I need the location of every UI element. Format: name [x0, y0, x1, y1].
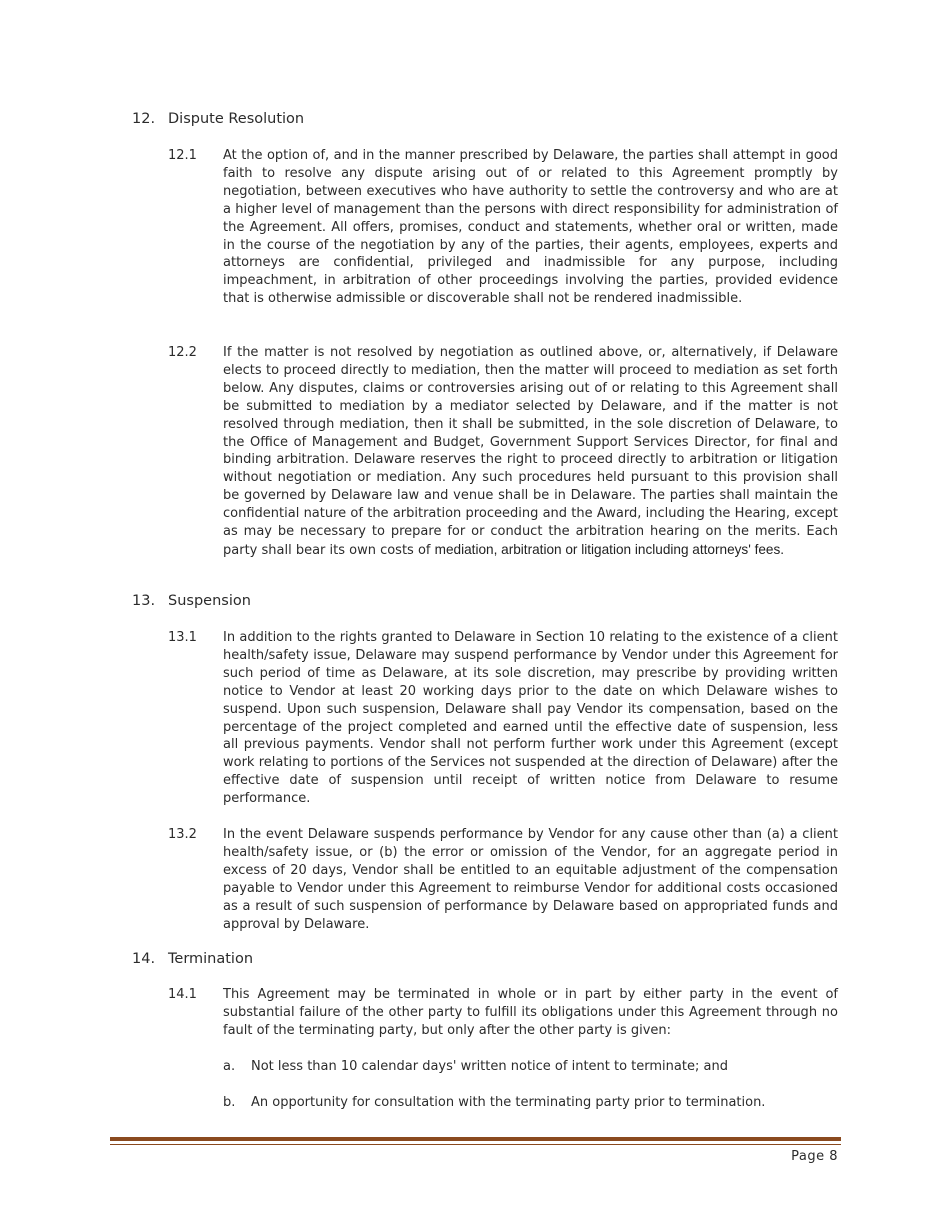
- section-number: 12.: [132, 111, 156, 127]
- section-title: Suspension: [168, 593, 251, 609]
- paragraph-text: At the option of, and in the manner prescribed by Delaware, the parties shall attempt in good faith to resolve any dispute arising out of or related to this Agreement promptly by negotiation, between executives who have authority to settle the controversy and who are at a higher level of management than the persons with direct responsibility for administration of the Agreement. All offers, promises, conduct and statements, whether oral or written, made in the course of the negotiation by any of the parties, their agents, employees, experts and attorneys are confidential, privileged and inadmissible for any purpose, including impeachment, in arbitration of other proceedings involving the parties, provided evidence that is otherwise admissible or discoverable shall not be rendered inadmissible.: [223, 148, 838, 307]
- section-number: 14.: [132, 951, 156, 967]
- paragraph-12-2: [168, 344, 838, 560]
- paragraph-text-tail: mediation, arbitration or litigation including attorneys' fees.: [434, 541, 785, 557]
- paragraph-text: In addition to the rights granted to Delaware in Section 10 relating to the existence of a client health/safety issue, Delaware may suspend performance by Vendor under this Agreement for such period of time as Delaware, at its sole discretion, may prescribe by providing written notice to Vendor at least 20 working days prior to the date on which Delaware wishes to suspend. Upon such suspension, Delaware shall pay Vendor its compensation, based on the percentage of the project completed and earned until the effective date of suspension, less all previous payments. Vendor shall not perform further work under this Agreement (except work relating to portions of the Services not suspended at the direction of Delaware) after the effective date of suspension until receipt of written notice from Delaware to resume performance.: [223, 630, 838, 807]
- section-heading-dispute-resolution: [132, 110, 838, 128]
- list-item: [223, 1058, 838, 1076]
- paragraph-number: 14.1: [168, 987, 197, 1002]
- paragraph-text: In the event Delaware suspends performance by Vendor for any cause other than (a) a client health/safety issue, or (b) the error or omission of the Vendor, for an aggregate period in excess of 20 days, Vendor shall be entitled to an equitable adjustment of the compensation payable to Vendor under this Agreement to reimburse Vendor for additional costs occasioned as a result of such suspension of performance by Delaware based on appropriated funds and approval by Delaware.: [223, 827, 838, 932]
- section-number: 13.: [132, 593, 156, 609]
- paragraph-13-1: [168, 629, 838, 808]
- paragraph-text: If the matter is not resolved by negotiation as outlined above, or, alternatively, if Delaware elects to proceed directly to mediation, then the matter will proceed to mediation as set forth below. Any disputes, claims or controversies arising out of or relating to this Agreement shall be submitted to mediation by a mediator selected by Delaware, and if the matter is not resolved through mediation, then it shall be submitted, in the sole discretion of Delaware, to the Office of Management and Budget, Government Support Services Director, for final and binding arbitration. Delaware reserves the right to proceed directly to arbitration or litigation without negotiation or mediation. Any such procedures held pursuant to this provision shall be governed by Delaware law and venue shall be in Delaware. The parties shall maintain the confidential nature of the arbitration proceeding and the Award, including the Hearing, except as may be necessary to prepare for or conduct the arbitration hearing on the merits. Each party shall bear its own costs of: [223, 345, 838, 558]
- paragraph-text-block: [223, 344, 838, 560]
- list-item-label: b.: [223, 1095, 236, 1110]
- section-heading-suspension: [132, 592, 838, 610]
- paragraph-number: 13.1: [168, 630, 197, 645]
- list-item-text: Not less than 10 calendar days' written notice of intent to terminate; and: [251, 1059, 728, 1074]
- list-item-text: An opportunity for consultation with the terminating party prior to termination.: [251, 1095, 766, 1110]
- paragraph-number: 12.2: [168, 345, 197, 360]
- footer-rule-thin: [110, 1144, 841, 1145]
- list-item: [223, 1094, 838, 1112]
- paragraph-text: This Agreement may be terminated in whole or in part by either party in the event of substantial failure of the other party to fulfill its obligations under this Agreement through no fault of the terminating party, but only after the other party is given:: [223, 987, 838, 1038]
- paragraph-13-2: [168, 826, 838, 933]
- section-title: Termination: [168, 951, 254, 967]
- section-title: Dispute Resolution: [168, 111, 305, 127]
- section-heading-termination: [132, 950, 838, 968]
- list-item-label: a.: [223, 1059, 236, 1074]
- footer-rule-thick: [110, 1137, 841, 1141]
- page-number: Page 8: [791, 1149, 838, 1164]
- paragraph-number: 13.2: [168, 827, 197, 842]
- paragraph-14-1: [168, 986, 838, 1040]
- paragraph-number: 12.1: [168, 148, 197, 163]
- paragraph-12-1: [168, 147, 838, 308]
